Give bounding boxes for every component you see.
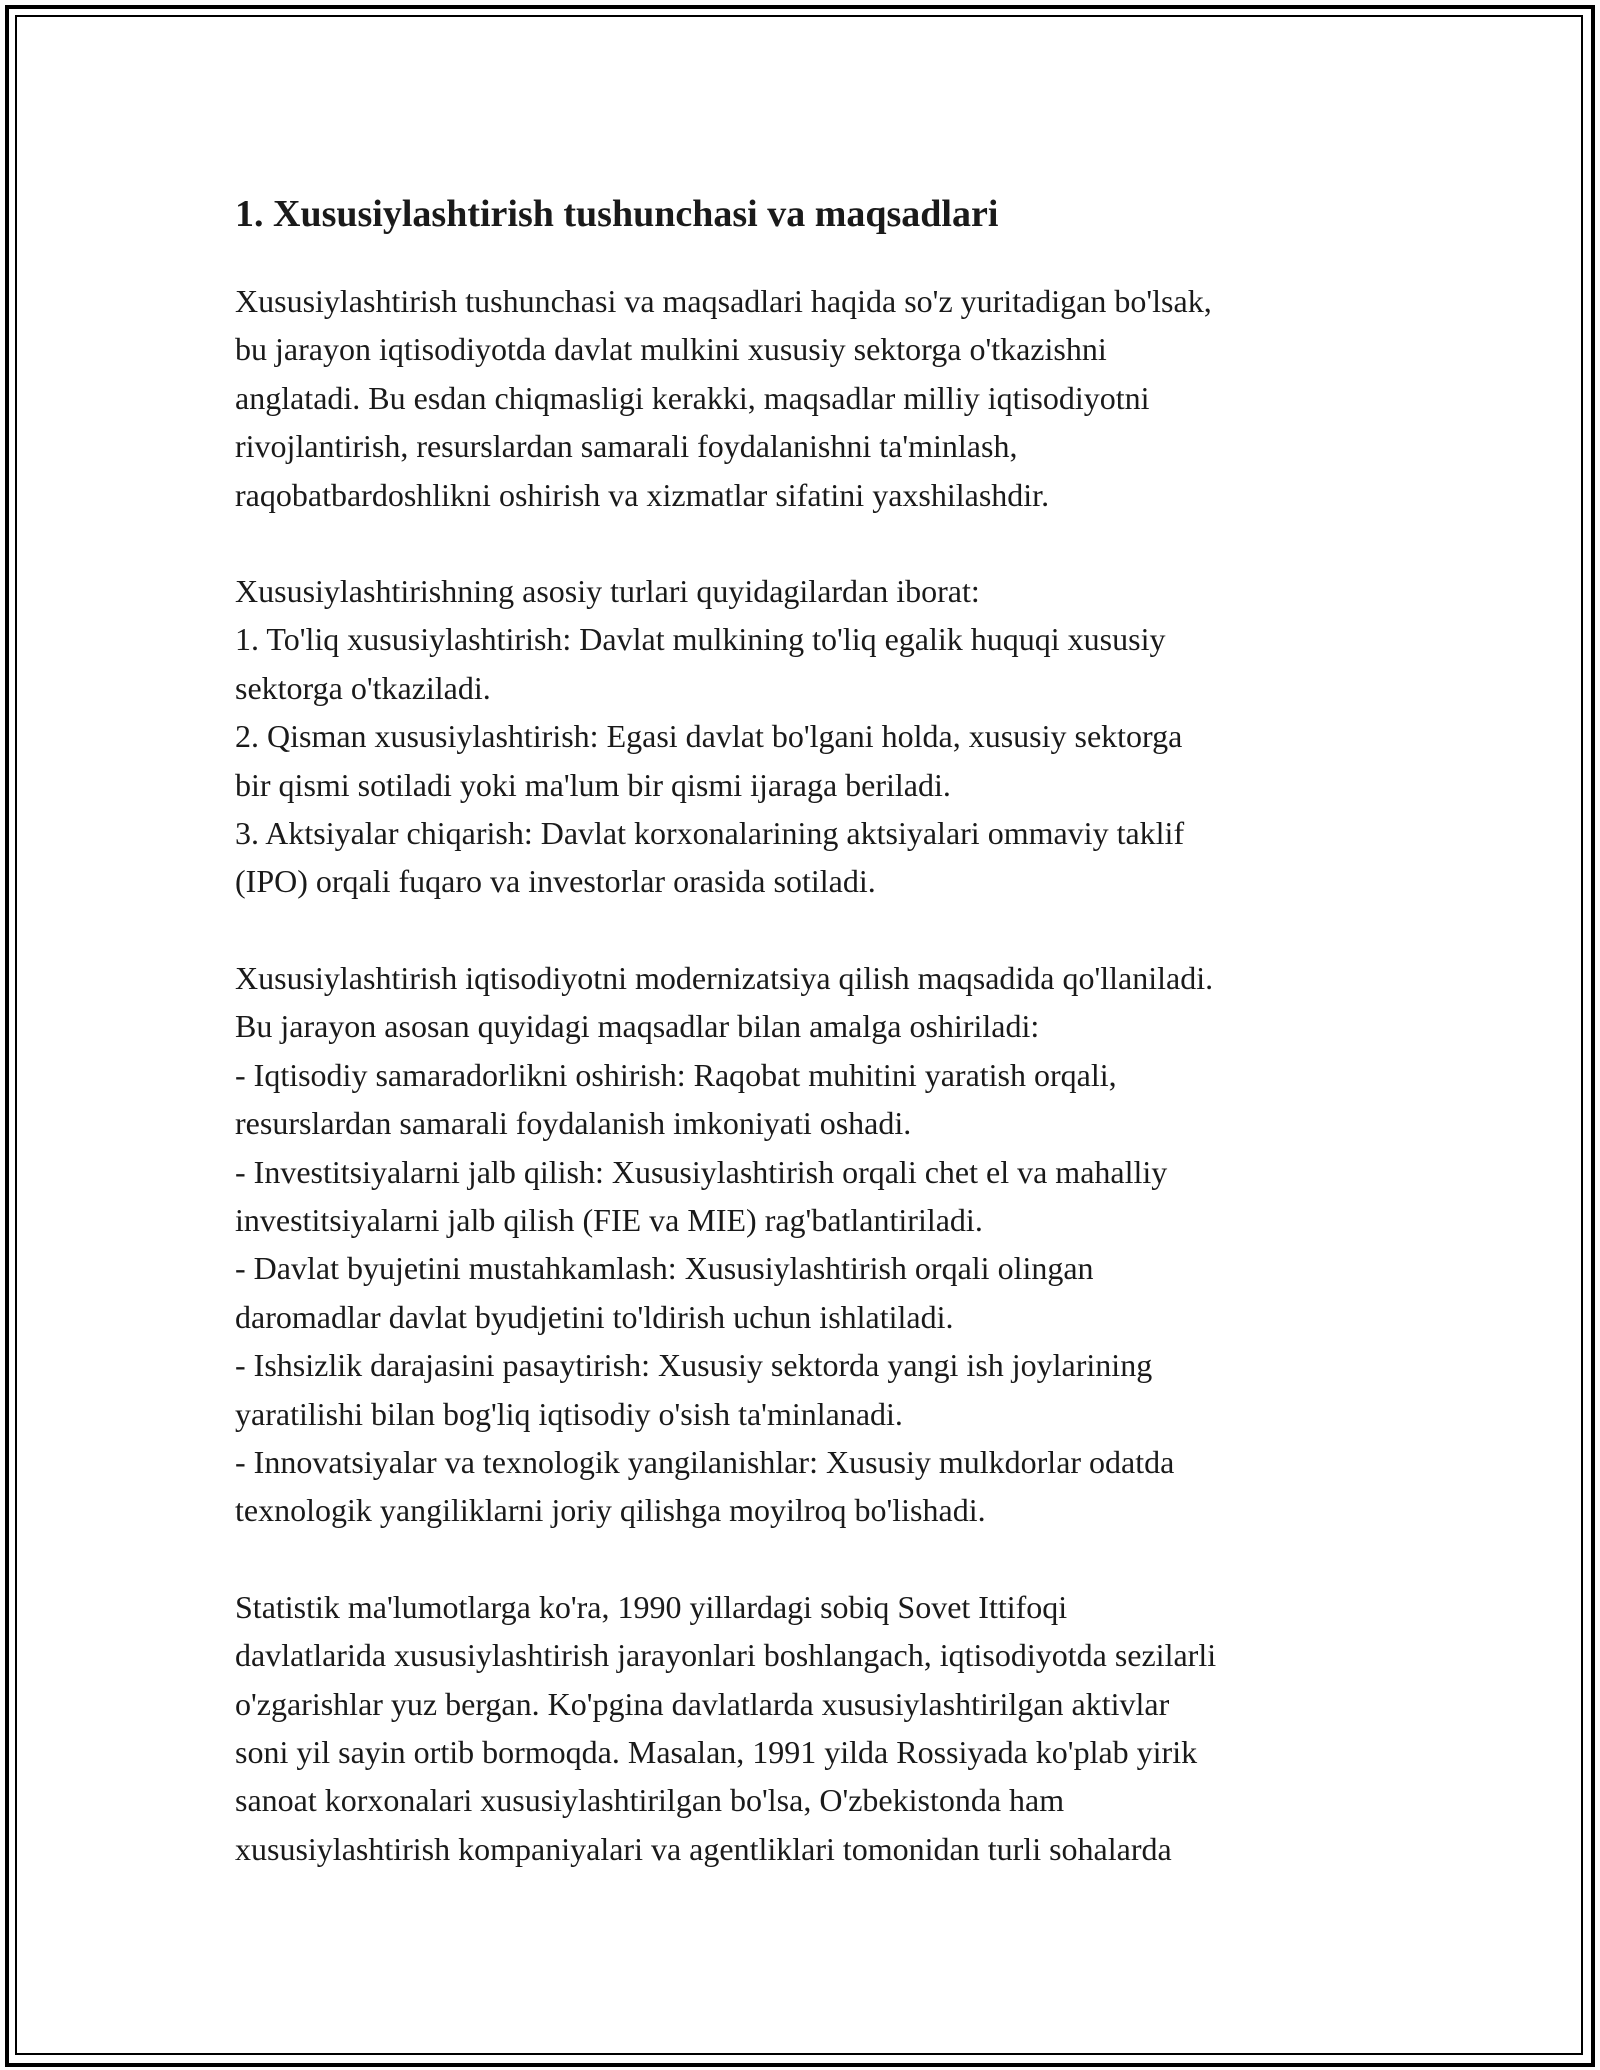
- text-line: o'zgarishlar yuz bergan. Ko'pgina davlatlarda xususiylashtirilgan aktivlar: [235, 1685, 1170, 1722]
- list-item-line: yaratilishi bilan bog'liq iqtisodiy o'sish ta'minlanadi.: [235, 1395, 903, 1432]
- paragraph-intro: [235, 277, 1395, 519]
- section-heading: 1. Xususiylashtirish tushunchasi va maqsadlari: [235, 193, 999, 235]
- document-body: [235, 187, 1395, 1921]
- text-line: Xususiylashtirishning asosiy turlari quyidagilardan iborat:: [235, 573, 980, 610]
- text-line: davlatlarida xususiylashtirish jarayonlari boshlangach, iqtisodiyotda sezilarli: [235, 1637, 1217, 1674]
- list-item-line: 1. To'liq xususiylashtirish: Davlat mulkining to'liq egalik huquqi xususiy: [235, 621, 1166, 658]
- list-item-line: 2. Qisman xususiylashtirish: Egasi davlat bo'lgani holda, xususiy sektorga: [235, 718, 1183, 755]
- list-item-line: (IPO) orqali fuqaro va investorlar orasida sotiladi.: [235, 863, 876, 900]
- list-item-line: - Ishsizlik darajasini pasaytirish: Xususiy sektorda yangi ish joylarining: [235, 1347, 1153, 1384]
- text-line: soni yil sayin ortib bormoqda. Masalan, 1991 yilda Rossiyada ko'plab yirik: [235, 1733, 1198, 1770]
- list-item-line: 3. Aktsiyalar chiqarish: Davlat korxonalarining aktsiyalari ommaviy taklif: [235, 815, 1185, 852]
- paragraph-goals-list: [235, 954, 1395, 1535]
- list-item-line: sektorga o'tkaziladi.: [235, 669, 491, 706]
- list-item-line: - Iqtisodiy samaradorlikni oshirish: Raqobat muhitini yaratish orqali,: [235, 1056, 1117, 1093]
- list-item-line: bir qismi sotiladi yoki ma'lum bir qismi ijaraga beriladi.: [235, 766, 951, 803]
- text-line: raqobatbardoshlikni oshirish va xizmatlar sifatini yaxshilashdir.: [235, 476, 1050, 513]
- paragraph-statistics: [235, 1583, 1395, 1873]
- list-item-line: daromadlar davlat byudjetini to'ldirish uchun ishlatiladi.: [235, 1298, 954, 1335]
- list-item-line: texnologik yangiliklarni joriy qilishga moyilroq bo'lishadi.: [235, 1492, 986, 1529]
- text-line: Statistik ma'lumotlarga ko'ra, 1990 yillardagi sobiq Sovet Ittifoqi: [235, 1588, 1068, 1625]
- text-line: sanoat korxonalari xususiylashtirilgan bo'lsa, O'zbekistonda ham: [235, 1782, 1065, 1819]
- list-item-line: - Davlat byujetini mustahkamlash: Xususiylashtirish orqali olingan: [235, 1250, 1094, 1287]
- text-line: Xususiylashtirish tushunchasi va maqsadlari haqida so'z yuritadigan bo'lsak,: [235, 283, 1212, 319]
- text-line: bu jarayon iqtisodiyotda davlat mulkini xususiy sektorga o'tkazishni: [235, 331, 1107, 368]
- text-line: rivojlantirish, resurslardan samarali foydalanishni ta'minlash,: [235, 428, 1018, 465]
- text-line: anglatadi. Bu esdan chiqmasligi kerakki, maqsadlar milliy iqtisodiyotni: [235, 379, 1150, 416]
- list-item-line: resurslardan samarali foydalanish imkoniyati oshadi.: [235, 1105, 912, 1142]
- text-line: Xususiylashtirish iqtisodiyotni modernizatsiya qilish maqsadida qo'llaniladi.: [235, 959, 1214, 996]
- list-item-line: investitsiyalarni jalb qilish (FIE va MIE) rag'batlantiriladi.: [235, 1201, 983, 1238]
- text-line: Bu jarayon asosan quyidagi maqsadlar bilan amalga oshiriladi:: [235, 1008, 1040, 1045]
- text-line: xususiylashtirish kompaniyalari va agentliklari tomonidan turli sohalarda: [235, 1830, 1172, 1867]
- paragraph-types-list: [235, 567, 1395, 906]
- list-item-line: - Innovatsiyalar va texnologik yangilanishlar: Xususiy mulkdorlar odatda: [235, 1443, 1175, 1480]
- list-item-line: - Investitsiyalarni jalb qilish: Xususiylashtirish orqali chet el va mahalliy: [235, 1153, 1168, 1190]
